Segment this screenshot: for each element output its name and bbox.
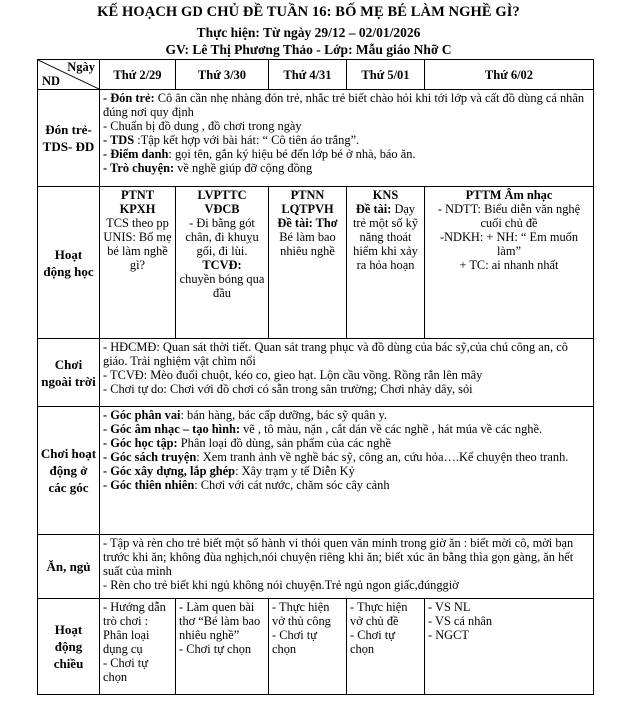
row-choi-ngoai-troi: [38, 339, 594, 407]
don-tre-line-1: - Đón trẻ: Cô ân cần nhẹ nhàng đón trẻ, nhắc trẻ biết chào hỏi khi tới lớp và cất đồ dùng cá nhân đúng nơi quy định: [103, 91, 585, 119]
corner-label-content: ND: [42, 74, 61, 88]
hdh-tue-subject-2: TCVĐ:: [202, 258, 242, 272]
hdc-thu: [347, 599, 425, 695]
choi-goc-content: [100, 407, 594, 535]
goc-line-5: - Góc xây dựng, lắp ghép: Xây trạm y tế Diễn Kỷ: [103, 464, 355, 478]
day-header-tue: Thứ 3/30: [176, 60, 269, 90]
hdc-mon-line-1: - Hướng dẫn trò chơi : Phân loại dụng cụ: [103, 600, 166, 656]
don-tre-line-4: - Điểm danh: gọi tên, gắn ký hiệu bé đến lớp bé ở nhà, báo ăn.: [103, 147, 416, 161]
cnt-line-1: - HĐCMĐ: Quan sát thời tiết. Quan sát trang phục và đồ dùng của bác sỹ,của chú công an, cô giáo. Trải nghiệm vật chìm nổi: [103, 340, 568, 368]
don-tre-line-3: - TDS :Tập kết hợp với bài hát: “ Cô tiên áo trắng”.: [103, 133, 360, 147]
hdc-mon: [100, 599, 176, 695]
hdh-thu-subject: KNS: [372, 188, 399, 202]
goc-line-4: - Góc sách truyện: Xem tranh ảnh về nghề bác sỹ, công an, cứu hỏa….Kể chuyện theo tranh.: [103, 450, 569, 464]
choi-ngoai-troi-content: [100, 339, 594, 407]
hdh-tue-content: - Đi bằng gót chân, đi khuỵu gối, đi lùi.: [185, 216, 259, 258]
table-header-row: [38, 60, 594, 90]
row-don-tre: [38, 90, 594, 187]
teacher-class: GV: Lê Thị Phương Thảo - Lớp: Mẫu giáo Nhỡ C: [165, 42, 452, 57]
hdc-wed-line-1: - Thực hiện vở thủ công: [272, 600, 331, 628]
hdc-fri-line-2: - VS cá nhân: [428, 614, 493, 628]
hdh-tue-subject: LVPTTC VĐCB: [197, 188, 247, 216]
day-header-mon: Thứ 2/29: [100, 60, 176, 90]
goc-line-1: - Góc phân vai: bán hàng, bác cấp dưỡng, bác sỹ quân y.: [103, 408, 387, 422]
page-title: KẾ HOẠCH GD CHỦ ĐỀ TUẦN 16: BỐ MẸ BÉ LÀM NGHỀ GÌ?: [97, 4, 520, 20]
hdh-mon-content: TCS theo pp UNIS: Bố mẹ bé làm nghề gì?: [103, 216, 172, 272]
hdc-tue: [176, 599, 269, 695]
hdc-fri-line-1: - VS NL: [428, 600, 471, 614]
hdc-tue-line-2: - Chơi tự chọn: [179, 642, 252, 656]
row-label-don-tre: Đón trẻ- TDS- ĐD: [38, 90, 100, 187]
weekly-plan-table: [37, 59, 594, 695]
hdh-fri-line-3: + TC: ai nhanh nhất: [459, 258, 559, 272]
hdh-fri: [425, 187, 594, 339]
hdh-tue-content-2: chuyền bóng qua đầu: [179, 272, 265, 300]
day-header-wed: Thứ 4/31: [269, 60, 347, 90]
hdh-thu-content: Đề tài: Dạy trẻ một số kỹ năng thoát hiểm khi xảy ra hỏa hoạn: [352, 202, 419, 272]
hdc-wed-line-2: - Chơi tự chọn: [272, 628, 317, 656]
an-ngu-line-1: - Tập và rèn cho trẻ biết một số hành vi thói quen văn minh trong giờ ăn : biết mời cô, mời bạn trước khi ăn; không đùa nghịch,nói chuyện riêng khi ăn; biết xúc ăn bằng thìa gọn gàng, ăn hết suất của mình: [103, 536, 574, 578]
hdh-fri-subject: PTTM Âm nhạc: [465, 188, 553, 202]
hdh-fri-line-2: -NDKH: + NH: “ Em muốn làm”: [439, 230, 579, 258]
row-label-choi-goc: Chơi hoạt động ở các góc: [38, 407, 100, 535]
goc-line-2: - Góc âm nhạc – tạo hình: vẽ , tô màu, nặn , cắt dán về các nghề , hát múa về các nghề.: [103, 422, 543, 436]
hdc-fri: [425, 599, 594, 695]
corner-cell: [38, 60, 100, 90]
cnt-line-2: - TCVĐ: Mèo đuổi chuột, kéo co, gieo hạt. Lộn cầu vồng. Rồng rắn lên mây: [103, 368, 483, 382]
hdc-mon-line-2: - Chơi tự chọn: [103, 656, 148, 684]
hdh-tue: [176, 187, 269, 339]
hdc-thu-line-2: - Chơi tự chọn: [350, 628, 395, 656]
date-range: Thực hiện: Từ ngày 29/12 – 02/01/2026: [196, 25, 421, 40]
goc-line-6: - Góc thiên nhiên: Chơi với cát nước, chăm sóc cây cảnh: [103, 478, 390, 492]
hdh-wed-content: Bé làm bao nhiêu nghề: [279, 230, 336, 258]
day-header-fri: Thứ 6/02: [425, 60, 594, 90]
hdc-fri-line-3: - NGCT: [428, 628, 469, 642]
don-tre-line-2: - Chuẩn bị đồ dung , đồ chơi trong ngày: [103, 119, 302, 133]
hdh-fri-line-1: - NDTT: Biểu diễn văn nghệ cuối chủ đề: [437, 202, 581, 230]
an-ngu-content: [100, 535, 594, 599]
goc-line-3: - Góc học tập: Phân loại đồ dùng, sản phẩm của các nghề: [103, 436, 392, 450]
corner-label-day: Ngày: [67, 60, 95, 74]
hdh-wed: [269, 187, 347, 339]
row-label-hoat-dong-hoc: Hoạt động học: [38, 187, 100, 339]
an-ngu-line-2: - Rèn cho trẻ biết khi ngủ không nói chuyện.Trẻ ngủ ngon giấc,đúnggiờ: [103, 578, 459, 592]
cnt-line-3: - Chơi tự do: Chơi với đồ chơi có sẵn trong sân trường; Chơi nhảy dây, sỏi: [103, 382, 473, 396]
row-choi-goc: [38, 407, 594, 535]
hdh-mon-subject: PTNT KPXH: [119, 188, 156, 216]
hdh-mon: [100, 187, 176, 339]
hdc-wed: [269, 599, 347, 695]
row-label-hoat-dong-chieu: Hoạt động chiều: [38, 599, 100, 695]
don-tre-content: [100, 90, 594, 187]
hdh-wed-subject: PTNN LQTPVH: [281, 188, 334, 216]
row-an-ngu: [38, 535, 594, 599]
hdc-tue-line-1: - Làm quen bài thơ “Bé làm bao nhiêu nghề”: [179, 600, 261, 642]
don-tre-line-5: - Trò chuyện: về nghề giúp đỡ cộng đồng: [103, 161, 313, 175]
hdc-thu-line-1: - Thực hiện vở chủ đề: [350, 600, 408, 628]
day-header-thu: Thứ 5/01: [347, 60, 425, 90]
row-label-an-ngu: Ăn, ngủ: [38, 535, 100, 599]
hdh-wed-topic: Đề tài: Thơ: [277, 216, 338, 230]
hdh-thu: [347, 187, 425, 339]
row-hoat-dong-hoc: [38, 187, 594, 339]
row-hoat-dong-chieu: [38, 599, 594, 695]
row-label-choi-ngoai-troi: Chơi ngoài trời: [38, 339, 100, 407]
